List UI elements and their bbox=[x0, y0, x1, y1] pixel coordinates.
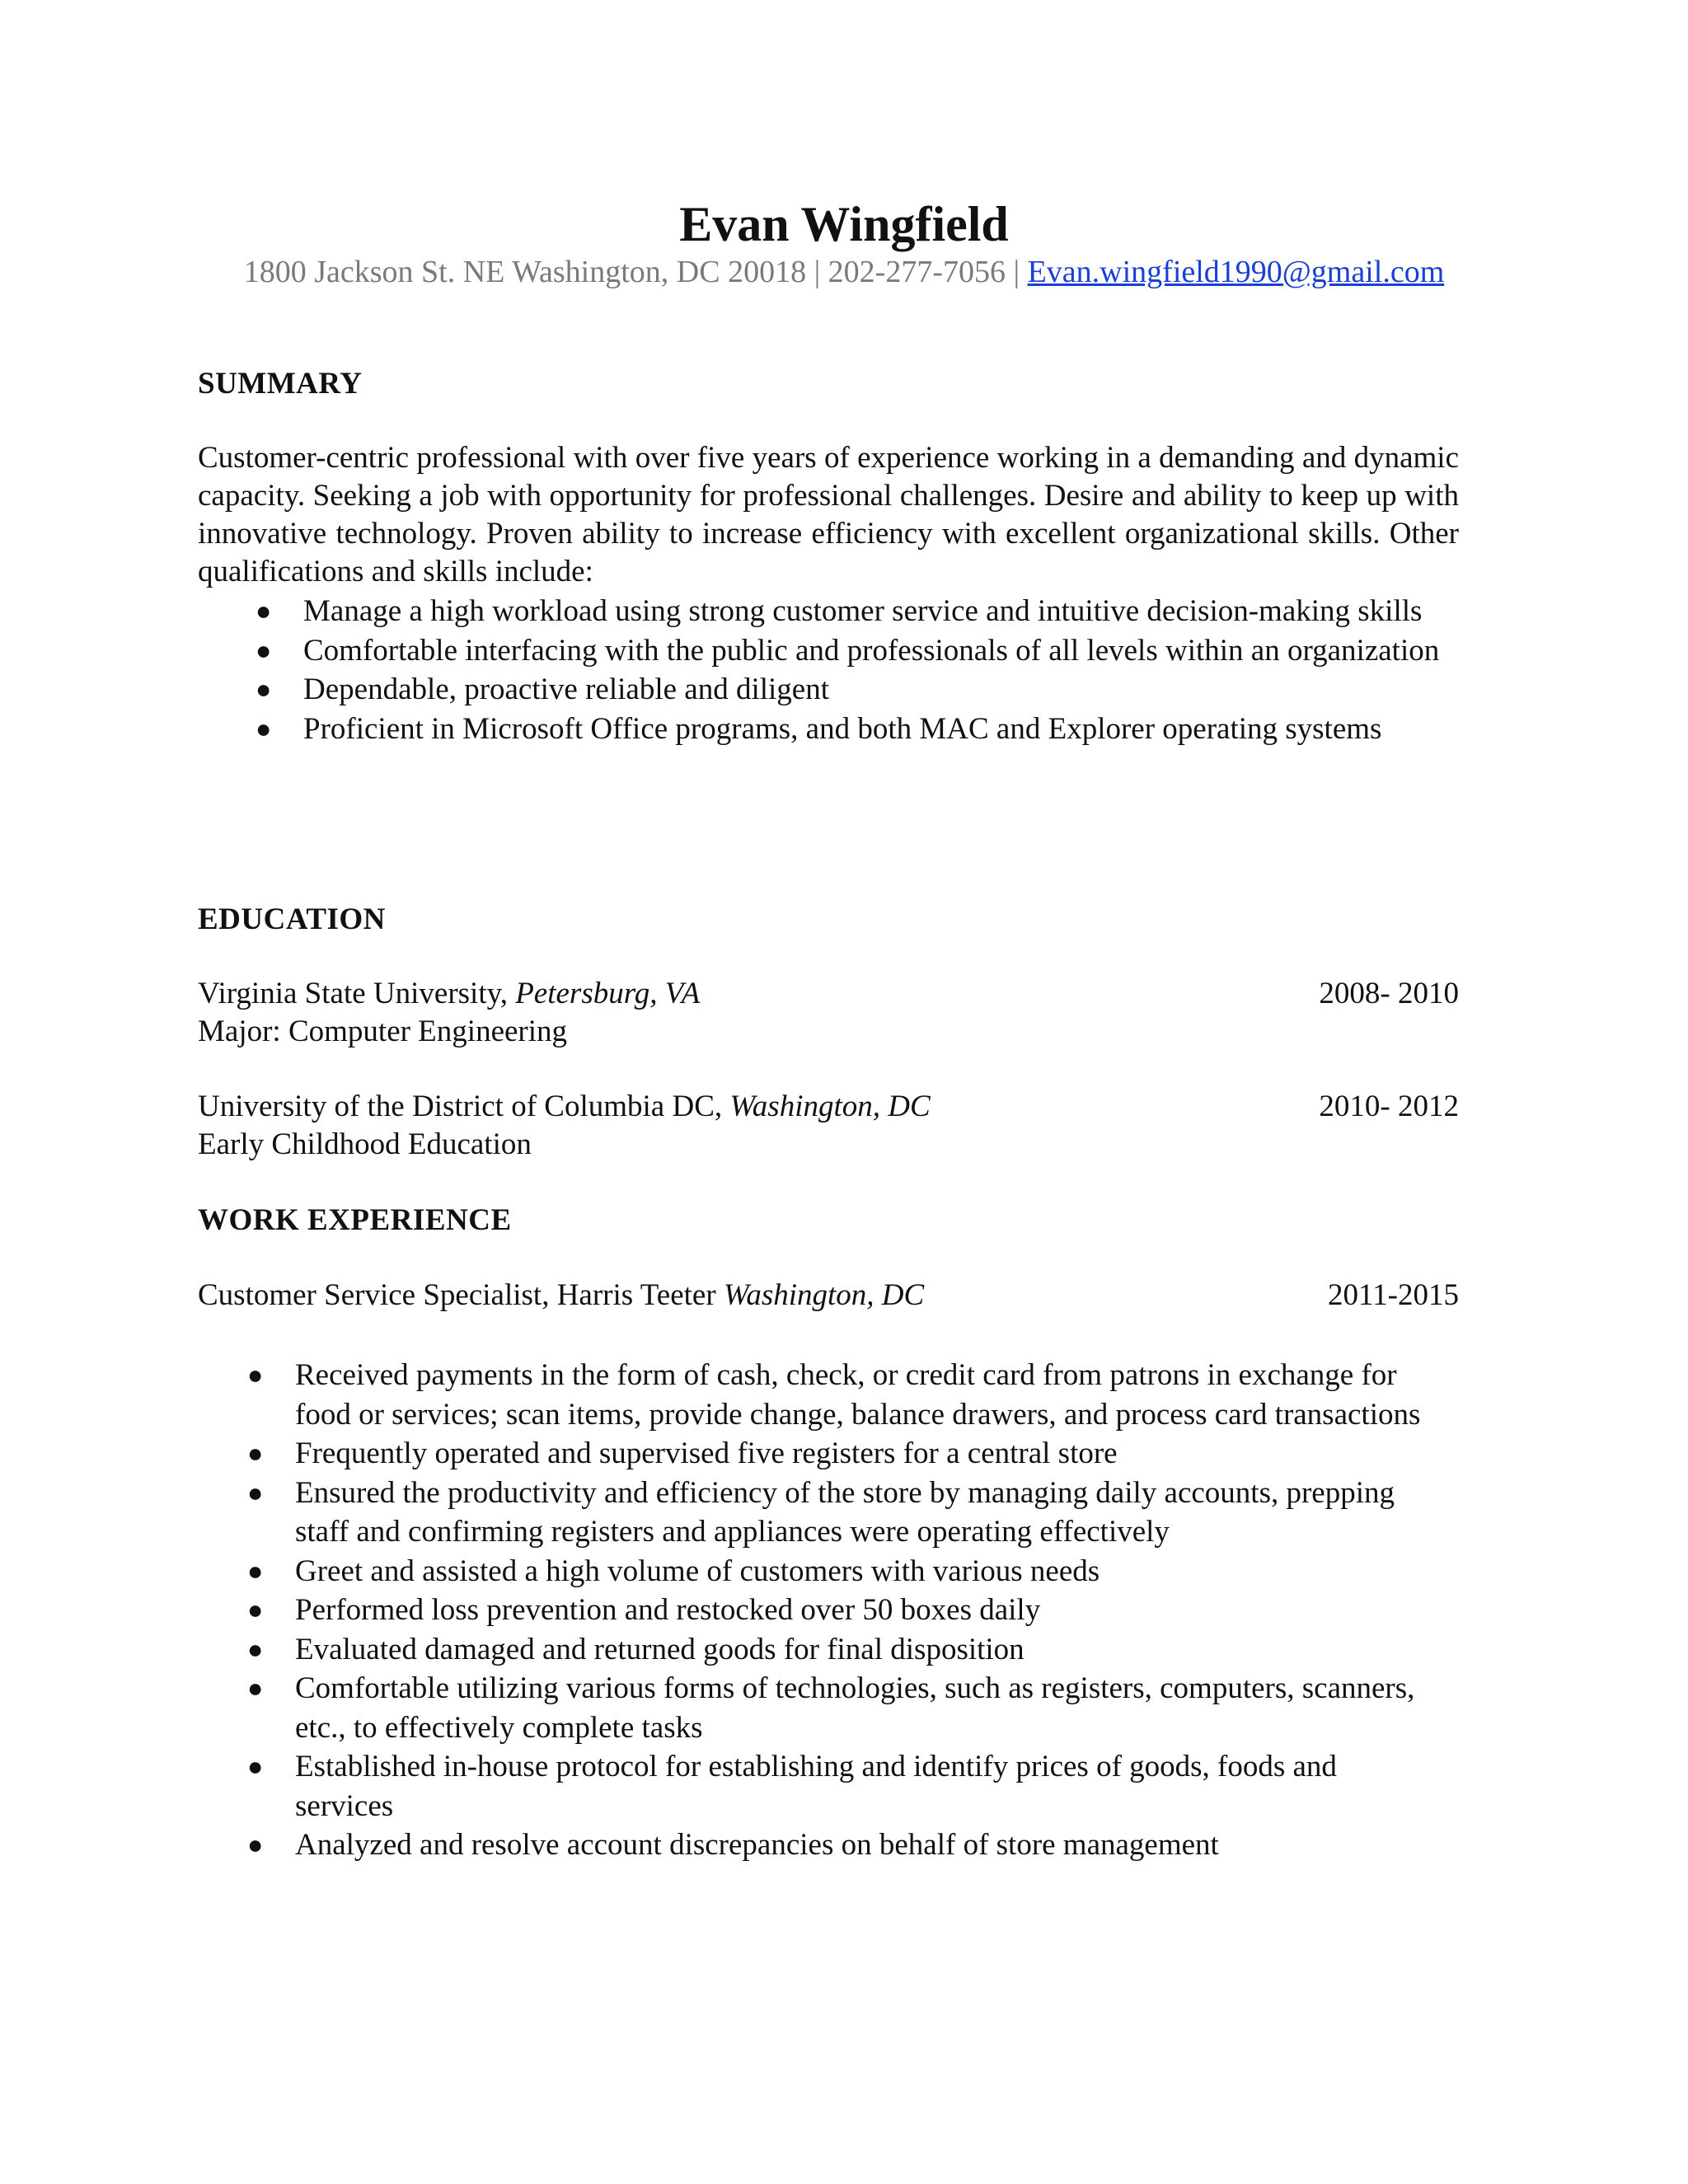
list-item-text: Comfortable utilizing various forms of technologies, such as registers, computers, scanners, etc., to effectively complete tasks bbox=[295, 1671, 1415, 1745]
education-heading: EDUCATION bbox=[198, 902, 386, 936]
education-dates: 2010- 2012 bbox=[1319, 1090, 1459, 1123]
school-location: Petersburg, VA bbox=[515, 977, 701, 1010]
work-heading: WORK EXPERIENCE bbox=[198, 1203, 512, 1237]
list-item bbox=[256, 670, 1457, 710]
list-item-text: Dependable, proactive reliable and diligent bbox=[303, 673, 829, 706]
contact-address-phone: 1800 Jackson St. NE Washington, DC 20018 | 202-277-7056 | bbox=[243, 255, 1028, 289]
list-item bbox=[256, 592, 1457, 631]
list-item bbox=[247, 1356, 1437, 1434]
list-item bbox=[247, 1474, 1437, 1552]
bullet-icon: ● bbox=[247, 1555, 264, 1586]
summary-bullet-list bbox=[256, 592, 1457, 748]
bullet-icon: ● bbox=[247, 1477, 264, 1507]
bullet-icon: ● bbox=[256, 635, 272, 665]
list-item-text: Received payments in the form of cash, check, or credit card from patrons in exchange for food or services; scan items, provide change, balance drawers, and process card transactions bbox=[295, 1358, 1421, 1432]
list-item-text: Proficient in Microsoft Office programs, and both MAC and Explorer operating systems bbox=[303, 711, 1382, 746]
list-item bbox=[247, 1630, 1437, 1670]
education-detail: Early Childhood Education bbox=[198, 1127, 532, 1161]
email-link[interactable]: Evan.wingfield1990@gmail.com bbox=[1027, 255, 1445, 289]
education-detail: Major: Computer Engineering bbox=[198, 1015, 568, 1048]
list-item bbox=[247, 1552, 1437, 1591]
bullet-icon: ● bbox=[247, 1633, 264, 1664]
list-item bbox=[247, 1825, 1437, 1865]
list-item-text: Comfortable interfacing with the public and professionals of all levels within an organization bbox=[303, 633, 1440, 668]
education-school-line bbox=[198, 1088, 931, 1126]
job-company: Harris Teeter bbox=[556, 1278, 724, 1312]
list-item-text: Greet and assisted a high volume of customers with various needs bbox=[295, 1554, 1100, 1588]
list-item-text: Established in-house protocol for establishing and identify prices of goods, foods and services bbox=[295, 1750, 1337, 1823]
list-item bbox=[247, 1591, 1437, 1630]
list-item bbox=[247, 1669, 1437, 1747]
bullet-icon: ● bbox=[247, 1751, 264, 1781]
list-item-text: Ensured the productivity and efficiency of the store by managing daily accounts, prepping staff and confirming registers and appliances were operating effectively bbox=[295, 1475, 1395, 1549]
job-title: Customer Service Specialist, bbox=[198, 1278, 557, 1312]
education-school-line bbox=[198, 975, 700, 1013]
list-item bbox=[247, 1434, 1437, 1474]
school-location: Washington, DC bbox=[729, 1090, 931, 1123]
list-item-text: Performed loss prevention and restocked over 50 boxes daily bbox=[295, 1593, 1041, 1627]
bullet-icon: ● bbox=[247, 1830, 264, 1859]
bullet-icon: ● bbox=[256, 596, 272, 626]
list-item-text: Analyzed and resolve account discrepancies on behalf of store management bbox=[295, 1828, 1219, 1862]
education-dates: 2008- 2010 bbox=[1319, 977, 1459, 1010]
summary-paragraph: Customer-centric professional with over five years of experience working in a demanding and dynamic capacity. Seeking a job with opportunity for professional challenges. Desire and ability to keep up with innovative technology. Proven ability to increase efficiency with excellent organizational skills. Other qualifications and skills include: bbox=[198, 441, 1459, 588]
job-location: Washington, DC bbox=[723, 1278, 925, 1312]
list-item-text: Frequently operated and supervised five registers for a central store bbox=[295, 1436, 1118, 1470]
contact-line bbox=[0, 251, 1688, 293]
bullet-icon: ● bbox=[256, 674, 272, 704]
bullet-icon: ● bbox=[247, 1673, 264, 1703]
bullet-icon: ● bbox=[247, 1438, 264, 1468]
summary-heading: SUMMARY bbox=[198, 367, 363, 401]
bullet-icon: ● bbox=[247, 1595, 264, 1624]
job-dates: 2011-2015 bbox=[1328, 1278, 1459, 1312]
job-title-line bbox=[198, 1277, 924, 1315]
candidate-name: Evan Wingfield bbox=[679, 197, 1009, 251]
school-name: University of the District of Columbia DC, bbox=[198, 1090, 730, 1123]
work-bullet-list bbox=[247, 1356, 1437, 1865]
bullet-icon: ● bbox=[247, 1360, 264, 1390]
school-name: Virginia State University, bbox=[198, 977, 516, 1010]
list-item-text: Evaluated damaged and returned goods for final disposition bbox=[295, 1632, 1025, 1666]
list-item bbox=[247, 1747, 1437, 1825]
list-item-text: Manage a high workload using strong customer service and intuitive decision-making skills bbox=[303, 594, 1423, 628]
list-item bbox=[256, 631, 1457, 671]
bullet-icon: ● bbox=[256, 713, 272, 743]
list-item bbox=[256, 710, 1457, 749]
